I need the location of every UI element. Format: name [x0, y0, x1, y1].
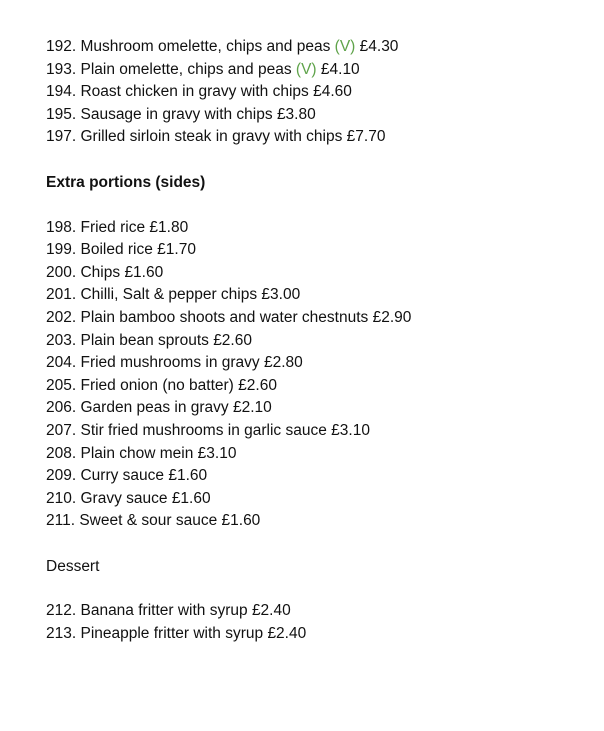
item-number: 213. — [46, 625, 77, 643]
menu-item — [46, 465, 586, 488]
item-price: £1.80 — [149, 218, 189, 236]
item-number: 209. — [46, 467, 77, 485]
item-price: £1.60 — [124, 263, 164, 281]
spacer — [46, 533, 586, 556]
item-name: Pineapple fritter with syrup — [80, 625, 264, 643]
menu-item — [46, 126, 586, 149]
item-number: 204. — [46, 354, 77, 372]
item-number: 210. — [46, 489, 77, 507]
item-price: £3.10 — [331, 421, 370, 439]
item-number: 194. — [46, 83, 77, 101]
item-price: £2.60 — [213, 331, 252, 349]
menu-item — [46, 623, 586, 646]
item-number: 208. — [46, 444, 77, 462]
menu-page — [46, 36, 586, 646]
item-number: 201. — [46, 286, 77, 304]
item-number: 198. — [46, 218, 77, 236]
item-name: Plain omelette, chips and peas — [80, 60, 292, 78]
item-name: Gravy sauce — [80, 489, 168, 507]
menu-item — [46, 600, 586, 623]
menu-item — [46, 262, 586, 285]
menu-item — [46, 443, 586, 466]
item-price: £4.30 — [359, 38, 399, 55]
item-price: £3.10 — [197, 444, 237, 462]
item-number: 206. — [46, 399, 77, 417]
item-name: Boiled rice — [80, 241, 153, 259]
menu-item — [46, 217, 586, 240]
spacer — [46, 578, 586, 600]
item-price: £1.60 — [221, 512, 261, 530]
item-number: 197. — [46, 128, 77, 146]
mains-list — [46, 36, 586, 149]
menu-item — [46, 307, 586, 330]
item-price: £3.80 — [276, 105, 316, 123]
menu-item — [46, 397, 586, 420]
item-number: 202. — [46, 308, 77, 326]
item-number: 207. — [46, 421, 77, 439]
item-price: £1.70 — [157, 241, 196, 259]
vegetarian-badge: (V) — [295, 60, 317, 78]
item-price: £2.80 — [263, 354, 303, 372]
menu-item — [46, 59, 586, 82]
menu-item — [46, 510, 586, 533]
item-price: £2.90 — [372, 308, 412, 326]
item-name: Grilled sirloin steak in gravy with chips — [80, 128, 343, 146]
menu-item — [46, 375, 586, 398]
spacer — [46, 149, 586, 172]
item-price: £2.40 — [267, 625, 307, 643]
menu-item — [46, 352, 586, 375]
menu-item — [46, 284, 586, 307]
item-name: Sweet & sour sauce — [79, 512, 218, 530]
item-price: £3.00 — [261, 286, 301, 304]
item-name: Banana fritter with syrup — [80, 602, 248, 620]
item-price: £4.60 — [313, 83, 352, 101]
item-number: 199. — [46, 241, 77, 259]
item-name: Plain chow mein — [80, 444, 194, 462]
item-name: Plain bean sprouts — [80, 331, 209, 349]
item-price: £4.10 — [320, 60, 360, 78]
extras-list — [46, 217, 586, 533]
item-price: £1.60 — [171, 489, 211, 507]
item-number: 192. — [46, 38, 77, 55]
item-name: Stir fried mushrooms in garlic sauce — [80, 421, 327, 439]
item-number: 195. — [46, 105, 77, 123]
item-price: £1.60 — [168, 467, 208, 485]
item-name: Fried rice — [80, 218, 146, 236]
menu-item — [46, 36, 586, 59]
item-price: £2.10 — [233, 399, 272, 417]
item-name: Plain bamboo shoots and water chestnuts — [80, 308, 369, 326]
spacer — [46, 195, 586, 217]
item-name: Garden peas in gravy — [80, 399, 229, 417]
item-name: Sausage in gravy with chips — [80, 105, 273, 123]
item-number: 203. — [46, 331, 77, 349]
menu-item — [46, 330, 586, 353]
menu-item — [46, 488, 586, 511]
section-heading-extras: Extra portions (sides) — [46, 173, 206, 191]
dessert-list — [46, 600, 586, 645]
section-heading-dessert: Dessert — [46, 557, 100, 575]
menu-item — [46, 81, 586, 104]
item-name: Fried mushrooms in gravy — [80, 354, 260, 372]
item-price: £7.70 — [346, 128, 386, 146]
item-name: Mushroom omelette, chips and peas — [80, 38, 331, 55]
item-number: 200. — [46, 263, 77, 281]
vegetarian-badge: (V) — [334, 38, 356, 55]
item-name: Chilli, Salt & pepper chips — [80, 286, 258, 304]
menu-item — [46, 420, 586, 443]
item-price: £2.60 — [238, 376, 277, 394]
item-number: 212. — [46, 602, 77, 620]
item-number: 211. — [46, 512, 76, 530]
menu-item — [46, 104, 586, 127]
item-name: Curry sauce — [80, 467, 165, 485]
item-price: £2.40 — [251, 602, 291, 620]
item-name: Roast chicken in gravy with chips — [80, 83, 309, 101]
item-name: Chips — [80, 263, 121, 281]
item-number: 205. — [46, 376, 77, 394]
menu-item — [46, 239, 586, 262]
item-number: 193. — [46, 60, 77, 78]
item-name: Fried onion (no batter) — [80, 376, 234, 394]
